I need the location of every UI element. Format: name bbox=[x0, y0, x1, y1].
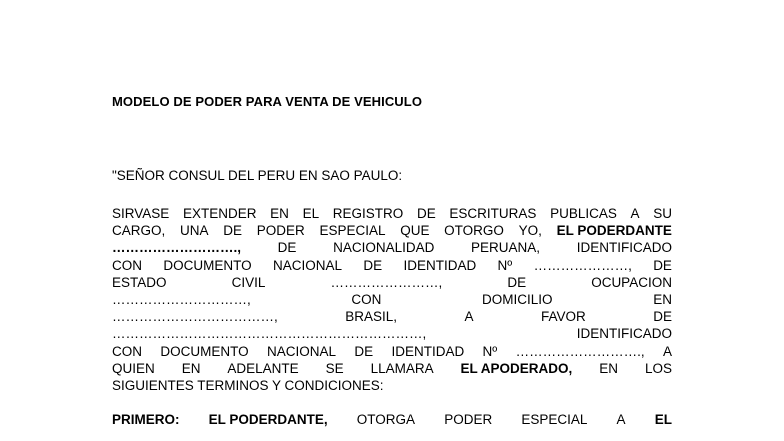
paragraph-gap bbox=[112, 394, 672, 411]
body-line: CARGO, UNA DE PODER ESPECIAL QUE OTORGO YO, EL PODERDANTE bbox=[112, 223, 672, 239]
blank-field: …………………, bbox=[533, 257, 632, 273]
body-line: ESTADO CIVIL ……………………, DE OCUPACION bbox=[112, 274, 672, 290]
clause-label: PRIMERO: bbox=[112, 412, 180, 428]
blank-field: ………………………., bbox=[112, 240, 242, 256]
body-line: SIGUIENTES TERMINOS Y CONDICIONES: bbox=[112, 377, 384, 393]
blank-field: …………………………, bbox=[112, 291, 251, 307]
poderdante-label: EL PODERDANTE bbox=[556, 223, 672, 239]
blank-field: ………………………………, bbox=[112, 309, 278, 325]
clause-primero-line: PRIMERO: EL PODERDANTE, OTORGA PODER ESPECIAL A EL bbox=[112, 412, 672, 428]
body-line: ………………………………, BRASIL, A FAVOR DE bbox=[112, 309, 672, 325]
salutation: "SEÑOR CONSUL DEL PERU EN SAO PAULO: bbox=[112, 168, 403, 183]
apoderado-label: EL APODERADO, bbox=[460, 360, 573, 376]
poderdante-label: EL PODERDANTE, bbox=[208, 412, 328, 428]
document-title: MODELO DE PODER PARA VENTA DE VEHICULO bbox=[112, 94, 423, 109]
body-line: CON DOCUMENTO NACIONAL DE IDENTIDAD Nº ………………………., A bbox=[112, 343, 672, 359]
body-line: ………………………., DE NACIONALIDAD PERUANA, IDENTIFICADO bbox=[112, 240, 672, 256]
body-line: SIRVASE EXTENDER EN EL REGISTRO DE ESCRITURAS PUBLICAS A SU bbox=[112, 206, 672, 221]
blank-field: ………………………., bbox=[515, 343, 645, 359]
body-line: ……………………………………………………………, IDENTIFICADO bbox=[112, 326, 672, 342]
blank-field: ……………………………………………………………, bbox=[112, 326, 427, 342]
document-body bbox=[112, 205, 672, 428]
body-line: …………………………, CON DOMICILIO EN bbox=[112, 291, 672, 307]
blank-field: ……………………, bbox=[330, 274, 443, 290]
body-line: CON DOCUMENTO NACIONAL DE IDENTIDAD Nº …………………, DE bbox=[112, 257, 672, 273]
body-line: QUIEN EN ADELANTE SE LLAMARA EL APODERADO, EN LOS bbox=[112, 360, 672, 376]
